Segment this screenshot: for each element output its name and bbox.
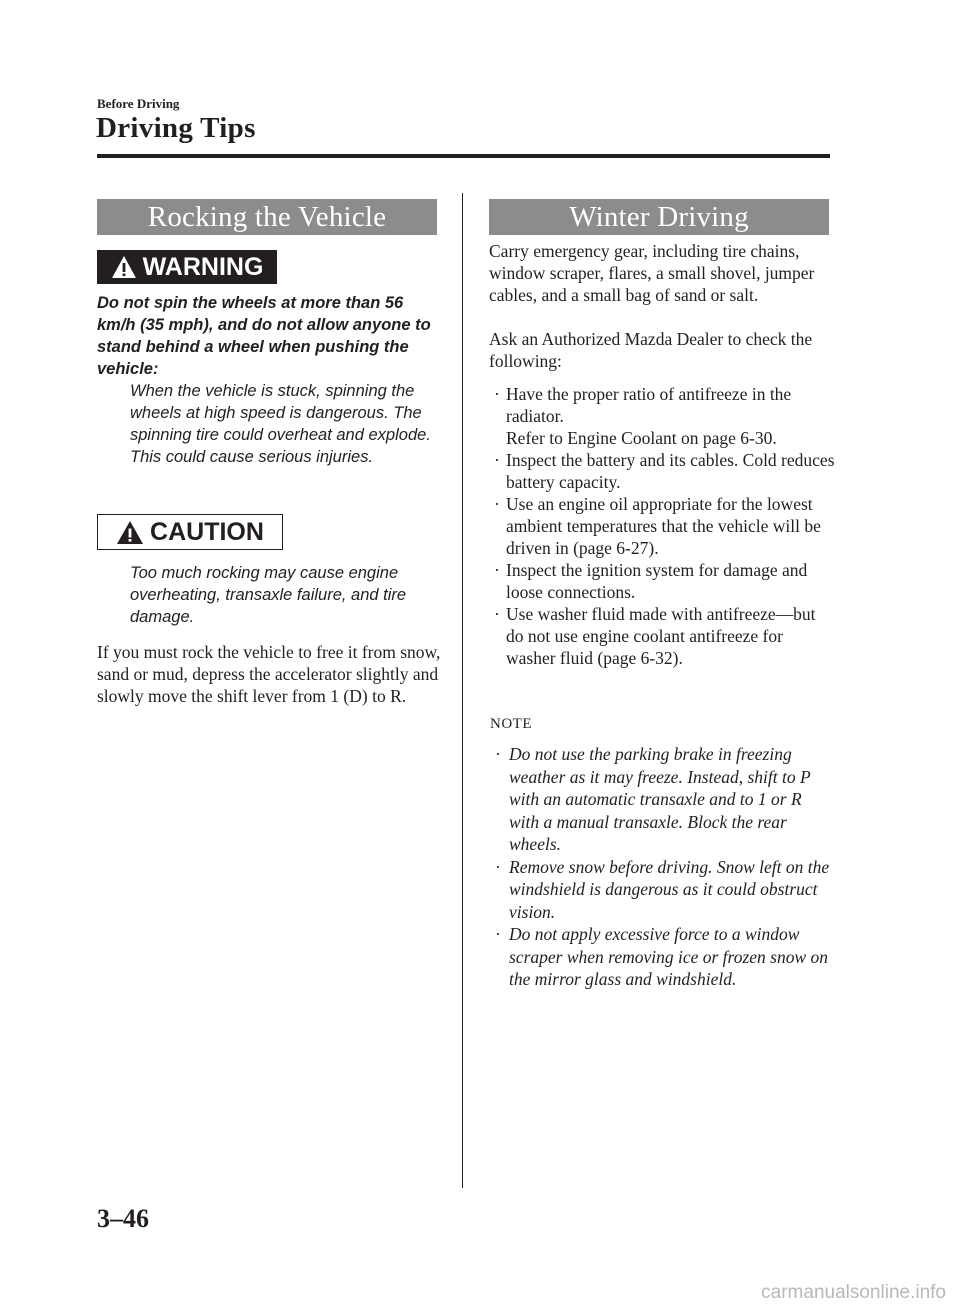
winter-heading: Winter Driving [489, 199, 829, 235]
list-item: · Have the proper ratio of antifreeze in the radiator. Refer to Engine Coolant on page 6-30. [494, 384, 792, 448]
bullet-marker: · [494, 604, 500, 624]
winter-checklist [490, 383, 835, 669]
rocking-heading: Rocking the Vehicle [97, 199, 437, 235]
note-item: · Do not use the parking brake in freezing weather as it may freeze. Instead, shift to P with an automatic transaxle and to 1 or R with a manual transaxle. Block the rear wheels. [495, 744, 811, 854]
watermark: carmanualsonline.info [761, 1282, 946, 1303]
warning-badge [97, 250, 277, 284]
list-item: · Inspect the ignition system for damage and loose connections. [494, 560, 808, 602]
winter-intro-text: Carry emergency gear, including tire chains, window scraper, flares, a small shovel, jumper cables, and a small bag of sand or salt. [489, 241, 815, 305]
bullet-marker: · [494, 494, 500, 514]
page-number: 3–46 [97, 1204, 149, 1233]
warning-triangle-icon [111, 255, 137, 279]
note-list [490, 743, 835, 991]
rocking-body-text: If you must rock the vehicle to free it from snow, sand or mud, depress the accelerator slightly and slowly move the shift lever from 1 (D) to R. [97, 642, 441, 706]
section-label: Before Driving [97, 96, 180, 111]
column-divider [462, 193, 463, 1188]
bullet-marker: · [494, 384, 500, 404]
caution-triangle-icon [116, 520, 144, 545]
bullet-marker: · [495, 744, 501, 764]
bullet-marker: · [494, 560, 500, 580]
page-title: Driving Tips [96, 112, 256, 144]
note-item: · Do not apply excessive force to a window scraper when removing ice or frozen snow on the mirror glass and windshield. [495, 924, 829, 989]
caution-text: Too much rocking may cause engine overheating, transaxle failure, and tire damage. [130, 564, 407, 626]
bullet-marker: · [494, 450, 500, 470]
winter-ask-text: Ask an Authorized Mazda Dealer to check the following: [489, 329, 813, 371]
bullet-marker: · [495, 856, 501, 877]
header-rule [97, 154, 830, 158]
warning-label: WARNING [142, 252, 264, 281]
list-item: · Inspect the battery and its cables. Cold reduces battery capacity. [494, 450, 835, 492]
bullet-marker: · [495, 924, 501, 944]
caution-label: CAUTION [150, 517, 264, 546]
list-item: · Use an engine oil appropriate for the lowest ambient temperatures that the vehicle will be driven in (page 6-27). [494, 494, 821, 558]
warning-lead-text: Do not spin the wheels at more than 56 km/h (35 mph), and do not allow anyone to stand behind a wheel when pushing the vehicle: [97, 294, 431, 378]
warning-detail-text: When the vehicle is stuck, spinning the wheels at high speed is dangerous. The spinning tire could overheat and explode. This could cause serious injuries. [130, 382, 431, 466]
note-label: NOTE [490, 716, 532, 732]
caution-badge [97, 514, 283, 550]
list-item: · Use washer fluid made with antifreeze—but do not use engine coolant antifreeze for washer fluid (page 6-32). [494, 604, 816, 668]
note-item: · Remove snow before driving. Snow left on the windshield is dangerous as it could obstruct vision. [495, 856, 830, 922]
